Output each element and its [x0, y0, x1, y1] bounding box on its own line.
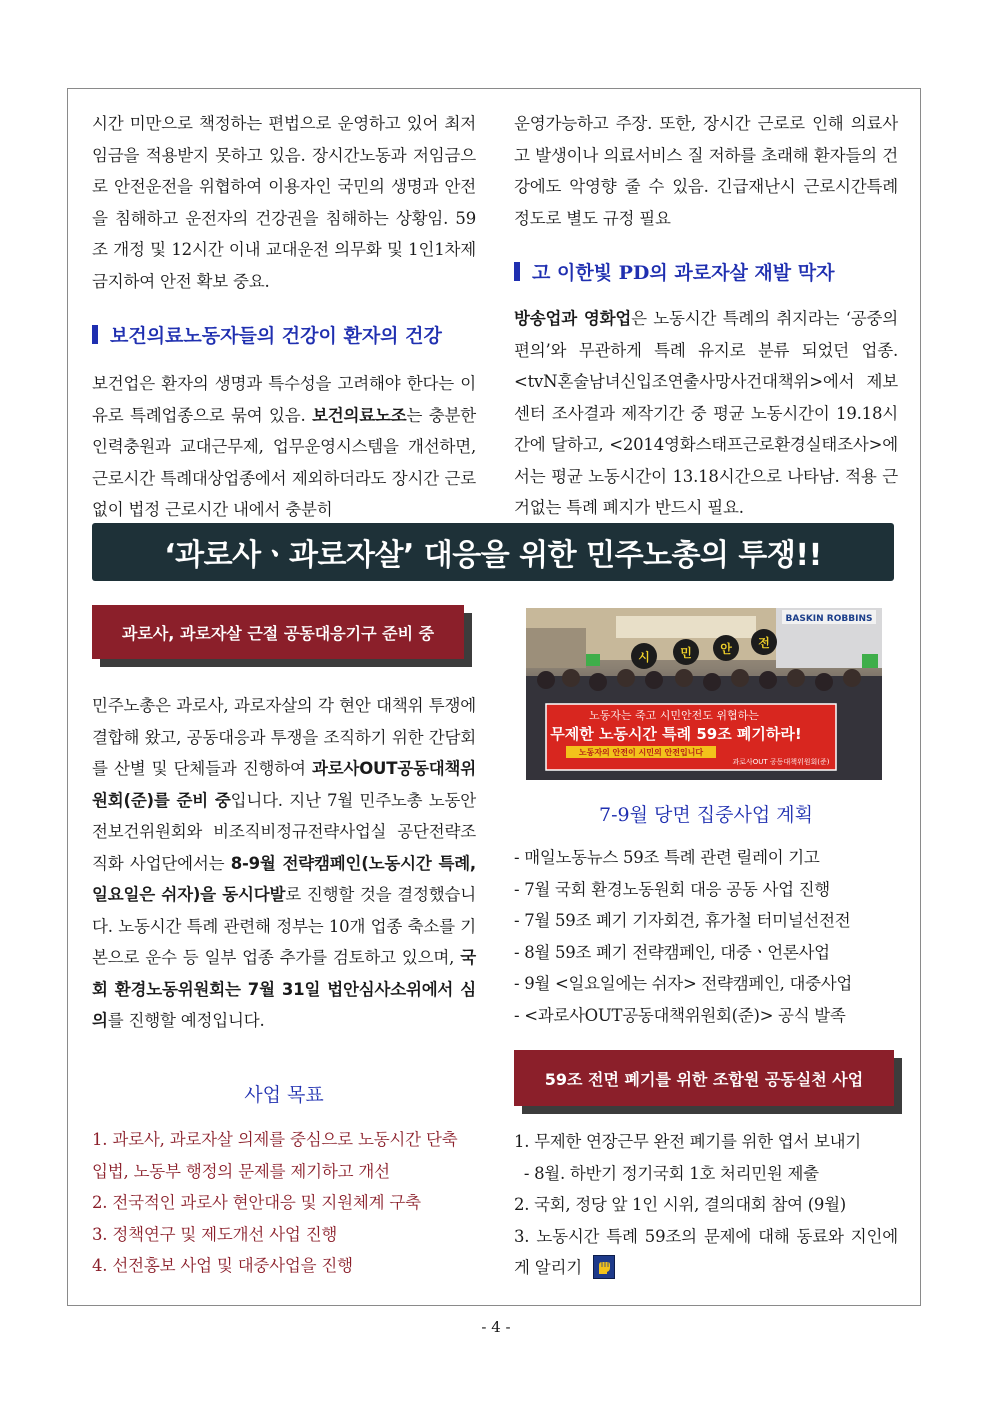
- right-box-title: [514, 1050, 894, 1106]
- goal-title: 사업 목표: [244, 1084, 324, 1106]
- photo-banner-line3: 노동자의 안전이 시민의 안전입니다: [578, 748, 704, 757]
- broadcast-heading-text: 고 이한빛 PD의 과로자살 재발 막자: [532, 262, 835, 284]
- action-list: [514, 1126, 898, 1221]
- broadcast-paragraph: [514, 303, 898, 524]
- kctu-text-a: 민주노총은 과로사, 과로자살의 각 현안 대책위 투쟁에 결합해 왔고, 공동대응과 투쟁을 조직하기 위한 간담회를 산별 및 단체들과 진행하여: [92, 696, 476, 778]
- photo-banner-org: 과로사OUT 공동대책위원회(준): [732, 758, 830, 766]
- broadcast-text: 은 노동시간 특례의 취지라는 ‘공중의 편의’와 무관하게 특례 유지로 분류 되었던 업종. <tvN혼술남녀신입조연출사망사건대책위>에서 제보센터 조사결과 제작기간 중 평균 노동시간이 19.18시간에 달하고, <2014영화스태프근로환경실태조사>에서는 평균 노동시간이 13.18시간으로 나타남. 적용 근거없는 특례 폐지가 반드시 필요.: [514, 309, 899, 517]
- kctu-bold-f: 국회 환경노동위원회는 7월 31일 법안심사소위에서 심의: [92, 948, 476, 1030]
- plan-title: 7-9월 당면 집중사업 계획: [599, 804, 813, 826]
- photo-banner-line1: 노동자는 죽고 시민안전도 위협하는: [589, 709, 759, 722]
- broadcast-heading: [514, 258, 898, 285]
- action-list-wrap: [514, 1126, 898, 1284]
- medical-continued-paragraph: 운영가능하고 주장. 또한, 장시간 근로로 인해 의료사고 발생이나 의료서비스 질 저하를 초래해 환자들의 건강에도 악영향 줄 수 있음. 긴급재난시 근로시간특례 정도로 별도 규정 필요: [514, 114, 898, 228]
- kctu-text-c: 입니다. 지난 7월 민주노총 노동안전보건위원회와 비조직비정규전략사업실 공단전략조직화 사업단에서는: [92, 790, 476, 873]
- action-item-last-text: 3. 노동시간 특례 59조의 문제에 대해 동료와 지인에게 알리기: [514, 1226, 898, 1277]
- left-box-title: [92, 605, 464, 659]
- plan-list-wrap: [514, 842, 898, 1031]
- left-box-title-text: 과로사, 과로자살 근절 공동대응기구 준비 중: [121, 623, 435, 643]
- right-top-column: [514, 108, 898, 524]
- plan-item: - 8월 59조 폐기 전략캠페인, 대중ㆍ언론사업: [514, 942, 830, 962]
- healthcare-paragraph: [92, 368, 476, 526]
- left-bottom-column: [92, 690, 476, 1037]
- heading-bar-icon: [514, 262, 520, 281]
- goal-item: 2. 전국적인 과로사 현안대응 및 지원체계 구축: [92, 1193, 421, 1212]
- plan-item: - 매일노동뉴스 59조 특례 관련 릴레이 기고: [514, 848, 820, 867]
- kctu-paragraph: [92, 690, 476, 1037]
- healthcare-text-a: 보건업은 환자의 생명과 특수성을 고려해야 한다는 이유로 특례업종으로 묶여 있음.: [92, 374, 476, 425]
- protest-photo: [526, 608, 882, 780]
- kctu-text-g: 를 진행할 예정입니다.: [107, 1011, 265, 1030]
- goal-item: 3. 정책연구 및 제도개선 사업 진행: [92, 1224, 338, 1244]
- action-item: 2. 국회, 정당 앞 1인 시위, 결의대회 참여 (9월): [514, 1195, 846, 1214]
- healthcare-union-bold: 보건의료노조: [312, 405, 407, 425]
- kctu-text-e: 로 진행할 것을 결정했습니다. 노동시간 특례 관련해 정부는 10개 업종 축소를 기본으로 운수 등 일부 업종 추가를 검토하고 있으며,: [92, 885, 477, 967]
- protest-photo-illustration: [526, 608, 882, 780]
- sign-char: 시: [638, 650, 650, 664]
- sign-char: 안: [720, 642, 732, 656]
- section-banner: [92, 523, 894, 581]
- plan-item: - <과로사OUT공동대책위원회(준)> 공식 발족: [514, 1005, 846, 1025]
- goal-list: [92, 1124, 476, 1282]
- sign-char: 민: [680, 646, 692, 660]
- healthcare-heading: [92, 321, 476, 348]
- healthcare-heading-text: 보건의료노동자들의 건강이 환자의 건강: [110, 325, 442, 347]
- transport-paragraph: 시간 미만으로 책정하는 편법으로 운영하고 있어 최저임금을 적용받지 못하고 있음. 장시간노동과 저임금으로 안전운전을 위협하여 이용자인 국민의 생명과 안전을 침해하고 운전자의 건강권을 침해하는 상황임. 59조 개정 및 12시간 이내 교대운전 의무화 및 1인1차제 금지하여 안전 확보 중요.: [92, 114, 476, 291]
- fist-svg: [594, 1256, 614, 1278]
- kctu-bold-b: 과로사OUT공동대책위원회(준)를 준비 중: [92, 759, 476, 810]
- kctu-bold-d: 8-9월 전략캠페인(노동시간 특례, 일요일은 쉬자)을 동시다발: [92, 853, 476, 904]
- photo-banner-line2: 무제한 노동시간 특례 59조 폐기하라!: [550, 725, 802, 743]
- goal-list-wrap: [92, 1124, 476, 1282]
- plan-item: - 7월 59조 폐기 기자회견, 휴가철 터미널선전전: [514, 911, 851, 930]
- banner-title: ‘과로사ㆍ과로자살’ 대응을 위한 민주노총의 투쟁!!: [164, 538, 822, 573]
- plan-item: - 7월 국회 환경노동원회 대응 공동 사업 진행: [514, 879, 830, 899]
- sign-char: 전: [758, 636, 770, 650]
- plan-item: - 9월 <일요일에는 쉬자> 전략캠페인, 대중사업: [514, 974, 853, 993]
- goal-item: 1. 과로사, 과로자살 의제를 중심으로 노동시간 단축 입법, 노동부 행정의 문제를 제기하고 개선: [92, 1130, 458, 1181]
- plan-list: [514, 842, 898, 1031]
- action-item: - 8월. 하반기 정기국회 1호 처리민원 제출: [514, 1163, 819, 1183]
- broadcast-bold: 방송업과 영화업: [514, 309, 632, 328]
- heading-bar-icon: [92, 325, 98, 344]
- left-top-column: [92, 108, 476, 526]
- healthcare-text-c: 는 충분한 인력충원과 교대근무제, 업무운영시스템을 개선하면, 근로시간 특례대상업종에서 제외하더라도 장시간 근로없이 법정 근로시간 내에서 충분히: [92, 405, 476, 519]
- shop-sign: BASKIN ROBBINS: [785, 614, 873, 624]
- right-box-title-text: 59조 전면 폐기를 위한 조합원 공동실천 사업: [544, 1069, 864, 1089]
- goal-item: 4. 선전홍보 사업 및 대중사업을 진행: [92, 1256, 353, 1275]
- raised-fist-icon: [593, 1255, 615, 1279]
- page-number: - 4 -: [481, 1318, 511, 1336]
- action-item: 1. 무제한 연장근무 완전 폐기를 위한 엽서 보내기: [514, 1132, 861, 1151]
- action-item-last: [514, 1221, 898, 1284]
